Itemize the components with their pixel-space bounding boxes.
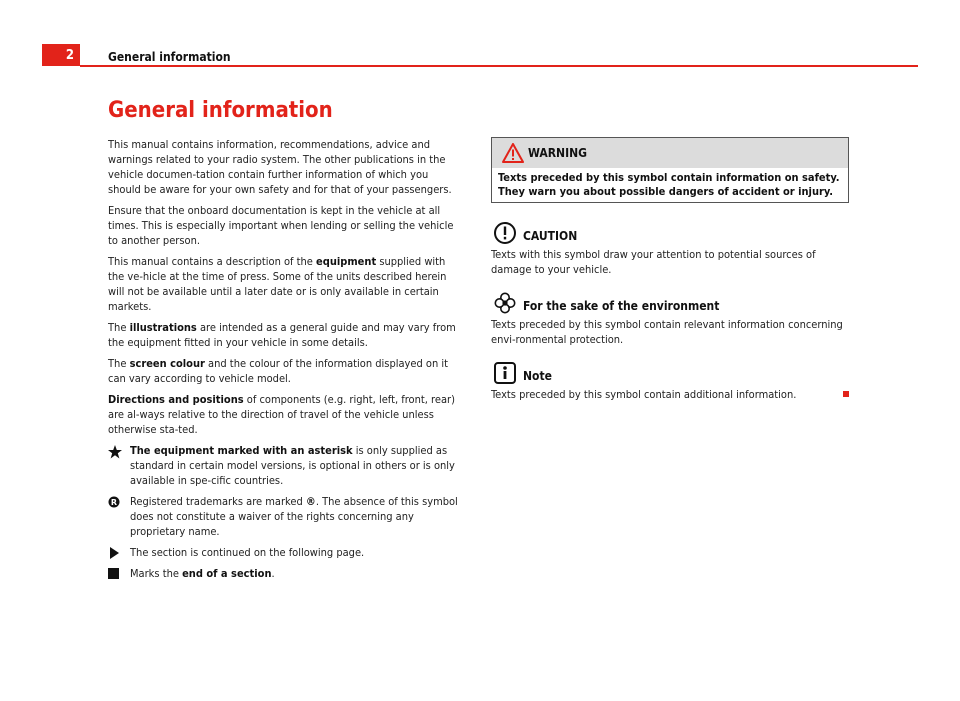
paragraph: This manual contains information, recommendations, advice and warnings related to your radio system. The other publications in the vehicle documen-tation contain further information of which you should be aware for your own safety and for that of your passengers. [108,138,452,196]
note-label: Note [523,369,552,383]
note-text: Texts preceded by this symbol contain additional information. [491,387,849,402]
list-item-registered: R Registered trademarks are marked ®. The absence of this symbol does not constitute a waiver of the rights concerning any proprietary name. [108,494,464,539]
page-title: General information [108,98,333,123]
paragraph: Directions and positions of components (e.g. right, left, front, rear) are al-ways relative to the direction of travel of the vehicle unless otherwise sta-ted. [108,393,455,436]
asterisk-star-icon [108,445,122,459]
warning-label: WARNING [528,146,587,160]
warning-header [492,138,848,168]
environment-section [491,291,849,347]
paragraph: The illustrations are intended as a general guide and may vary from the equipment fitted in your vehicle in some details. [108,321,456,349]
end-of-section-icon [108,567,122,581]
registered-icon [108,495,122,509]
environment-text: Texts preceded by this symbol contain relevant information concerning envi-ronmental protection. [491,318,843,346]
caution-label: CAUTION [523,229,578,243]
running-title: General information [108,50,231,64]
right-column [491,137,849,416]
warning-text: Texts preceded by this symbol contain information on safety. They warn you about possible dangers of accident or injury. [498,171,840,198]
note-section [491,361,849,402]
warning-box [491,137,849,203]
caution-text: Texts with this symbol draw your attention to potential sources of damage to your vehicle. [491,248,816,276]
caution-icon [493,221,517,245]
list-item-end: Marks the end of a section. [108,566,464,581]
header-rule [80,65,918,67]
paragraph: Ensure that the onboard documentation is kept in the vehicle at all times. This is especially important when lending or selling the vehicle to another person. [108,204,454,247]
continued-arrow-icon [108,546,122,560]
note-info-icon [493,361,517,385]
paragraph: This manual contains a description of the equipment supplied with the ve-hicle at the time of press. Some of the units described herein will not be available until a later date or is only available in certain markets. [108,255,447,313]
page-number: 2 [42,44,80,66]
environment-flower-icon [493,291,517,315]
left-column [108,137,464,587]
end-of-section-icon [843,391,849,397]
list-item-continued: The section is continued on the following page. [108,545,464,560]
list-item-asterisk: The equipment marked with an asterisk is only supplied as standard in certain model versions, is optional in others or is only available in spe-cific countries. [108,443,464,488]
warning-triangle-icon [502,143,524,163]
svg-text:R: R [110,498,118,507]
caution-section [491,221,849,277]
paragraph: The screen colour and the colour of the information displayed on it can vary according to vehicle model. [108,357,449,385]
environment-label: For the sake of the environment [523,299,720,313]
